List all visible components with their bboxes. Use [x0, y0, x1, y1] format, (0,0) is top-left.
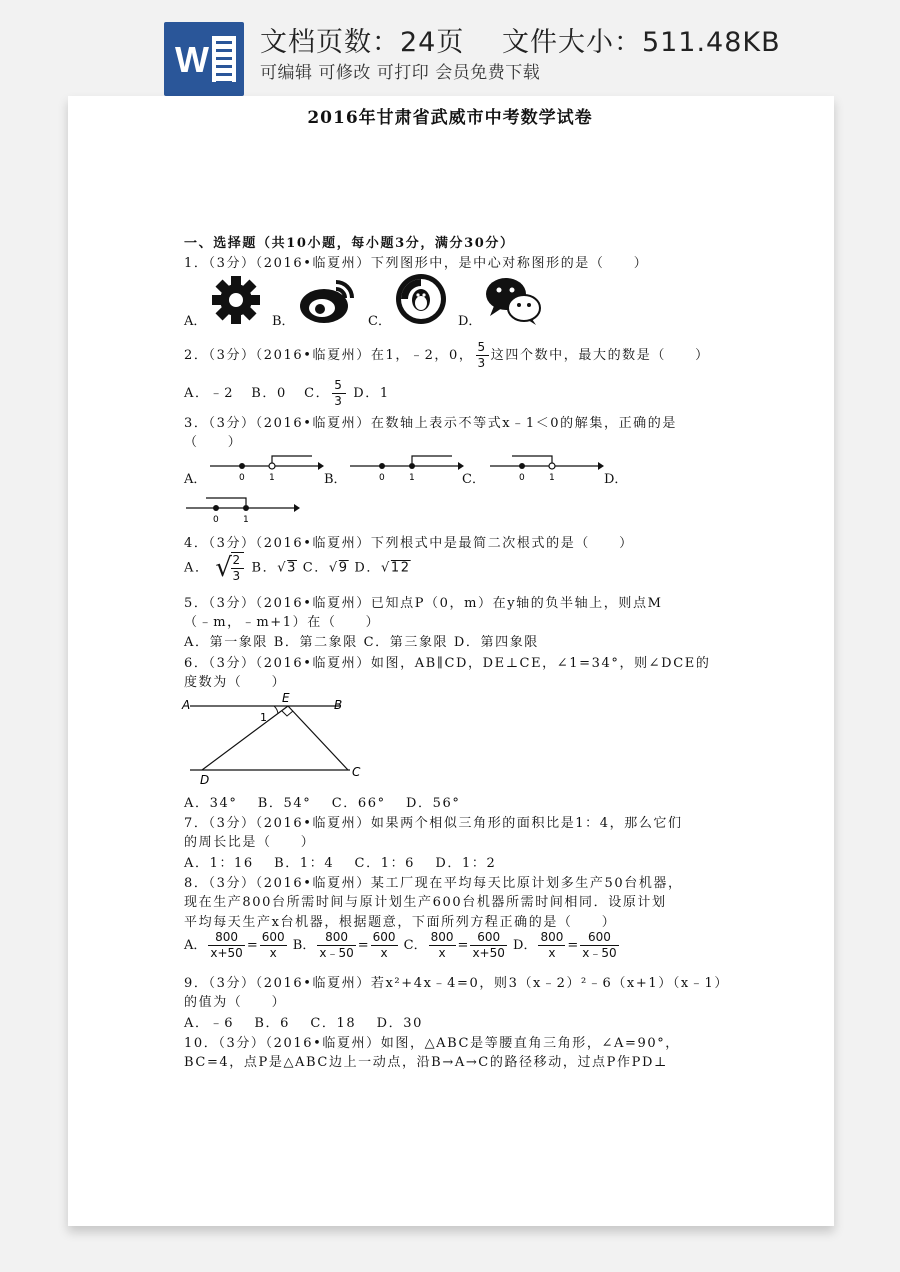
question-8-cont2: 平均每天生产x台机器，根据题意，下面所列方程正确的是（ ）	[184, 915, 617, 930]
q5-options: A．第一象限 B．第二象限 C．第三象限 D．第四象限	[184, 635, 539, 650]
q6-label-e: E	[282, 691, 290, 705]
numline-d-label-1: 1	[243, 515, 249, 525]
question-7-cont: 的周长比是（ ）	[184, 835, 316, 850]
question-8: 8．（3分）（2016•临夏州）某工厂现在平均每天比原计划多生产50台机器，	[184, 876, 683, 891]
q6-label-d: D	[200, 773, 210, 787]
question-8-cont: 现在生产800台所需时间与原计划生产600台机器所需时间相同．设原计划	[184, 895, 667, 910]
numline-d	[184, 496, 300, 530]
question-10-cont: BC=4，点P是△ABC边上一动点，沿B→A→C的路径移动，过点P作PD⊥	[184, 1055, 668, 1070]
banner-title: 文档页数：24页 文件大小：511.48KB	[260, 27, 781, 58]
q1-option-d: D．	[458, 314, 482, 329]
gear-icon	[210, 274, 262, 326]
q2-options: A．﹣2 B．0 C． $\frac{5}{3}$ D．1	[184, 378, 390, 408]
q6-label-1: 1	[260, 711, 267, 724]
wechat-icon	[484, 274, 542, 326]
document-title: 2016年甘肃省武威市中考数学试卷	[307, 108, 593, 128]
q1-option-b: B．	[272, 314, 295, 329]
q6-label-c: C	[352, 765, 361, 779]
question-4: 4．（3分）（2016•临夏州）下列根式中是最简二次根式的是（ ）	[184, 536, 634, 551]
numline-c	[488, 452, 604, 486]
question-7: 7．（3分）（2016•临夏州）如果两个相似三角形的面积比是1：4，那么它们	[184, 816, 683, 831]
question-2: 2．（3分）（2016•临夏州）在1，﹣2，0， $\frac{5}{3}$ 这四个数中，最大的数是（ ）	[184, 340, 710, 370]
q6-figure	[180, 690, 370, 790]
q7-options: A．1：16 B．1：4 C．1：6 D．1：2	[184, 856, 497, 871]
q1-option-c: C．	[368, 314, 391, 329]
q4-option-c-radical: √9	[328, 560, 349, 576]
question-6: 6．（3分）（2016•临夏州）如图，AB∥CD，DE⊥CE，∠1=34°，则∠DCE的	[184, 656, 711, 671]
word-lines-icon	[212, 36, 236, 82]
question-5-cont: （﹣m，﹣m+1）在（ ）	[184, 615, 381, 630]
numline-c-label-1: 1	[549, 473, 555, 483]
question-1: 1．（3分）（2016•临夏州）下列图形中，是中心对称图形的是（ ）	[184, 256, 649, 271]
q4-option-d-radical: √12	[381, 560, 411, 576]
numline-a	[208, 452, 324, 486]
question-5: 5．（3分）（2016•临夏州）已知点P（0，m）在y轴的负半轴上，则点M	[184, 596, 663, 611]
numline-c-label-0: 0	[519, 473, 525, 483]
numline-b-label-1: 1	[409, 473, 415, 483]
word-file-icon	[164, 22, 244, 96]
q4-option-b-radical: √3	[277, 560, 298, 576]
numline-a-label-0: 0	[239, 473, 245, 483]
q2-option-c-fraction: $\frac{5}{3}$	[334, 378, 344, 408]
q9-options: A．﹣6 B．6 C．18 D．30	[184, 1016, 423, 1031]
question-3: 3．（3分）（2016•临夏州）在数轴上表示不等式x﹣1＜0的解集，正确的是	[184, 416, 677, 431]
q2-fraction: $\frac{5}{3}$	[477, 340, 487, 370]
q4-option-a-radical: √ $\frac{2}{3}$	[215, 553, 242, 583]
banner-subtitle: 可编辑 可修改 可打印 会员免费下载	[260, 63, 541, 83]
q1-option-a: A．	[184, 314, 207, 329]
section-heading: 一、选择题（共10小题，每小题3分，满分30分）	[184, 236, 515, 251]
question-6-cont: 度数为（ ）	[184, 675, 287, 690]
q6-options: A．34° B．54° C．66° D．56°	[184, 796, 461, 811]
q6-label-b: B	[334, 698, 343, 712]
question-3-cont: （ ）	[184, 435, 243, 450]
q6-label-a: A	[182, 698, 191, 712]
q4-options: A． √ $\frac{2}{3}$ B．√3 C．√9 D．√12	[184, 553, 411, 583]
numline-d-label-0: 0	[213, 515, 219, 525]
q8-options: A． $\frac{800}{x+50}$ = $\frac{600}{x}$ B． $\frac{800}{x﹣50}$ = $\frac{600}{x}$ C． $\frac{800}{x}$ = $\frac{600}{x+50}$ D． $\frac{800}{x}$ = $\frac{600}{x﹣50}$	[184, 930, 617, 960]
question-10: 10．（3分）（2016•临夏州）如图，△ABC是等腰直角三角形，∠A=90°，	[184, 1036, 680, 1051]
penguin-icon	[394, 272, 448, 326]
weibo-icon	[298, 276, 358, 326]
word-letter: W	[175, 39, 209, 80]
q3-option-c: C．	[462, 472, 485, 487]
q3-option-b: B．	[324, 472, 347, 487]
numline-b	[348, 452, 464, 486]
q3-option-a: A．	[184, 472, 207, 487]
question-9: 9．（3分）（2016•临夏州）若x²+4x﹣4=0，则3（x﹣2）²﹣6（x+1）（x﹣1）	[184, 976, 729, 991]
numline-b-label-0: 0	[379, 473, 385, 483]
q3-option-d: D．	[604, 472, 628, 487]
question-9-cont: 的值为（ ）	[184, 995, 287, 1010]
numline-a-label-1: 1	[269, 473, 275, 483]
